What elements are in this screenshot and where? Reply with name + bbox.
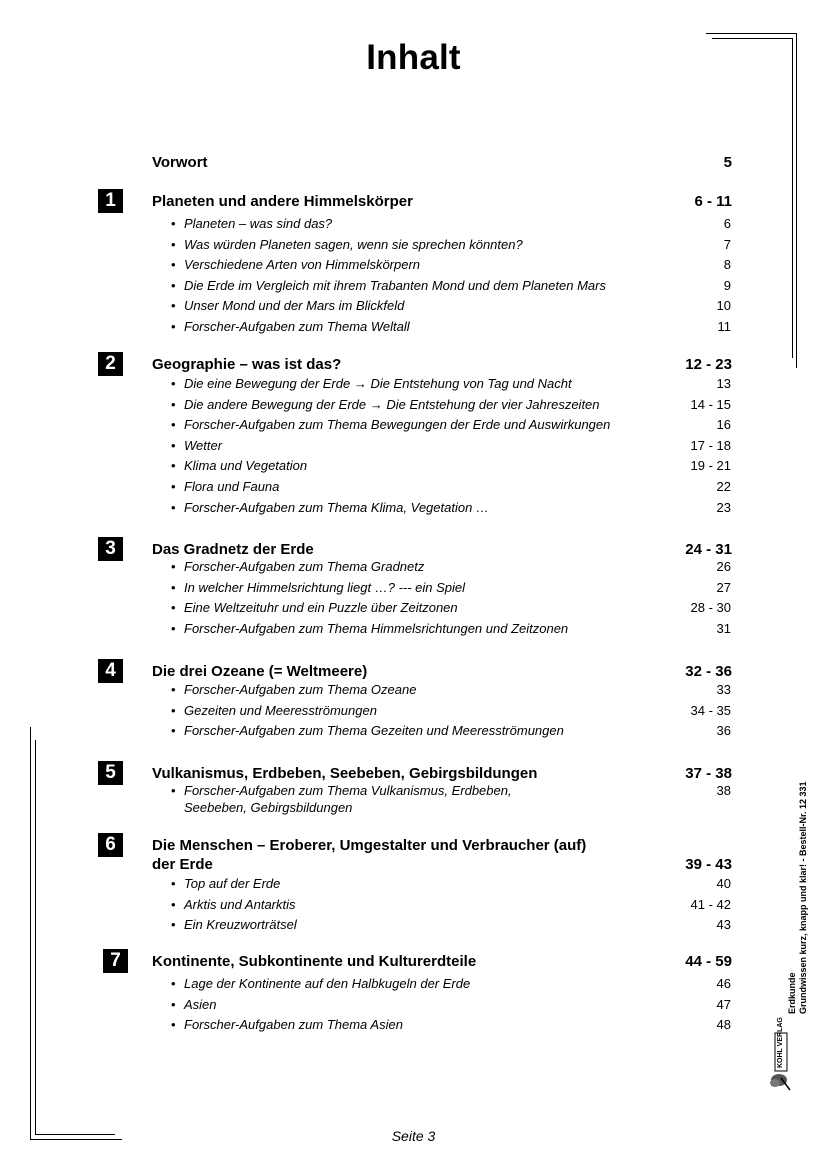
bullet-icon: • [171,396,176,412]
item-text: Arktis und Antarktis [184,896,296,912]
item-text: Die eine Bewegung der Erde → Die Entstehung von Tag und Nacht [184,376,572,391]
item-page: 7 [723,236,731,252]
item-page: 43 [716,917,731,933]
item-text: Gezeiten und Meeresströmungen [184,702,377,718]
chapter-pages: 6 - 11 [694,193,732,210]
bullet-icon: • [171,682,176,697]
chapter-title: Planeten und andere Himmelskörper [152,193,413,210]
item-text: In welcher Himmelsrichtung liegt …? --- ein Spiel [184,579,466,595]
item-page: 9 [723,277,731,293]
chapter-pages: 39 - 43 [685,856,732,873]
item-page: 28 - 30 [690,600,731,616]
chapter-number-badge: 6 [98,833,123,857]
bullet-icon: • [171,479,176,494]
chapter-number-badge: 1 [98,189,123,213]
item-page: 26 [716,559,731,574]
item-text: Forscher-Aufgaben zum Thema Himmelsrichtungen und Zeitzonen [184,620,569,636]
item-text: Forscher-Aufgaben zum Thema Asien [184,1017,403,1033]
item-page: 48 [716,1017,731,1033]
item-page: 31 [716,620,731,636]
chapter-heading [152,662,732,681]
item-text: Forscher-Aufgaben zum Thema Ozeane [184,682,417,697]
chapter-heading [152,836,732,874]
chapter-number-badge: 7 [103,949,128,973]
bullet-icon: • [171,559,176,574]
item-text: Klima und Vegetation [184,458,308,474]
item-text: Flora und Fauna [184,479,280,494]
item-page: 36 [716,723,731,739]
bullet-icon: • [171,216,176,231]
item-page: 6 [723,216,731,231]
bullet-icon: • [171,257,176,273]
side-publisher-text [787,781,809,1014]
item-text: Wetter [184,437,223,453]
chapter-number-badge: 5 [98,761,123,785]
vorwort-label: Vorwort [152,154,208,171]
logo-text: KOHL VERLAG [777,1017,784,1068]
page-title: Inhalt [366,38,461,77]
item-text: Planeten – was sind das? [184,216,333,231]
item-text: Lage der Kontinente auf den Halbkugeln der Erde [184,976,471,991]
item-text: Unser Mond und der Mars im Blickfeld [184,298,405,314]
chapter-heading [152,355,732,374]
item-page: 46 [716,976,731,991]
bullet-icon: • [171,1017,176,1033]
item-page: 27 [716,579,731,595]
chapter-title: Vulkanismus, Erdbeben, Seebeben, Gebirgsbildungen [152,765,538,782]
chapter-heading [152,952,732,971]
item-text: Asien [184,996,217,1012]
item-text: Die andere Bewegung der Erde → Die Entstehung der vier Jahreszeiten [184,396,600,412]
chapter-number-badge: 4 [98,659,123,683]
item-page: 34 - 35 [690,702,731,718]
chapter-title: Die Menschen – Eroberer, Umgestalter und Verbraucher (auf) der Erde [152,837,587,873]
item-page: 14 - 15 [690,396,731,412]
bullet-icon: • [171,319,176,334]
chapter-number-badge: 3 [98,537,123,561]
item-text: Forscher-Aufgaben zum Thema Bewegungen der Erde und Auswirkungen [184,417,611,433]
item-page: 19 - 21 [690,458,731,474]
bullet-icon: • [171,896,176,912]
chapter-title: Die drei Ozeane (= Weltmeere) [152,663,368,680]
bullet-icon: • [171,499,176,515]
bullet-icon: • [171,620,176,636]
chapter-title: Geographie – was ist das? [152,356,342,373]
publisher-logo [768,1017,798,1093]
chapter-pages: 12 - 23 [685,356,732,373]
bullet-icon: • [171,917,176,933]
item-page: 33 [716,682,731,697]
item-text: Ein Kreuzworträtsel [184,917,297,933]
side-text-line2: Grundwissen kurz, knapp und klar! - Bestell-Nr. 12 331 [798,781,808,1014]
item-text: Eine Weltzeituhr und ein Puzzle über Zeitzonen [184,600,458,616]
chapter-pages: 32 - 36 [685,663,732,680]
vorwort-pages: 5 [723,154,732,171]
item-page: 11 [717,319,731,334]
bullet-icon: • [171,976,176,991]
chapter-pages: 24 - 31 [685,541,732,558]
item-text: Forscher-Aufgaben zum Thema Klima, Vegetation … [184,499,489,515]
item-text: Verschiedene Arten von Himmelskörpern [184,257,421,273]
bullet-icon: • [171,236,176,252]
chapter-number-badge: 2 [98,352,123,376]
bullet-icon: • [171,600,176,616]
chapter-pages: 44 - 59 [685,953,732,970]
item-page: 41 - 42 [690,896,731,912]
item-text: Top auf der Erde [184,876,281,891]
page-footer: Seite 3 [391,1128,436,1144]
chapter-heading [152,540,732,559]
chapter-heading [152,192,732,211]
chapter-pages: 37 - 38 [685,765,732,782]
bullet-icon: • [171,417,176,433]
item-page: 8 [723,257,731,273]
chapter-title: Kontinente, Subkontinente und Kulturerdteile [152,953,477,970]
item-page: 23 [716,499,731,515]
bullet-icon: • [171,723,176,739]
item-page: 22 [716,479,731,494]
bullet-icon: • [171,702,176,718]
side-text-line1: Erdkunde [787,972,797,1014]
item-text: Forscher-Aufgaben zum Thema Gezeiten und Meeresströmungen [184,723,564,739]
item-text: Was würden Planeten sagen, wenn sie sprechen könnten? [184,236,523,252]
bullet-icon: • [171,876,176,891]
item-page: 16 [716,417,731,433]
item-text: Die Erde im Vergleich mit ihrem Trabanten Mond und dem Planeten Mars [184,277,606,293]
bullet-icon: • [171,579,176,595]
bullet-icon: • [171,376,176,391]
bullet-icon: • [171,783,176,798]
item-page: 40 [716,876,731,891]
bullet-icon: • [171,437,176,453]
item-text: Forscher-Aufgaben zum Thema Vulkanismus, Erdbeben, Seebeben, Gebirgsbildungen [184,783,512,815]
item-page: 17 - 18 [690,437,731,453]
item-text: Forscher-Aufgaben zum Thema Weltall [184,319,410,334]
item-page: 38 [716,783,731,798]
chapter-heading [152,764,732,783]
bullet-icon: • [171,298,176,314]
chapter-title: Das Gradnetz der Erde [152,541,314,558]
item-page: 10 [716,298,731,314]
bullet-icon: • [171,458,176,474]
item-page: 13 [716,376,731,391]
item-text: Forscher-Aufgaben zum Thema Gradnetz [184,559,425,574]
item-page: 47 [716,996,731,1012]
bullet-icon: • [171,277,176,293]
bullet-icon: • [171,996,176,1012]
